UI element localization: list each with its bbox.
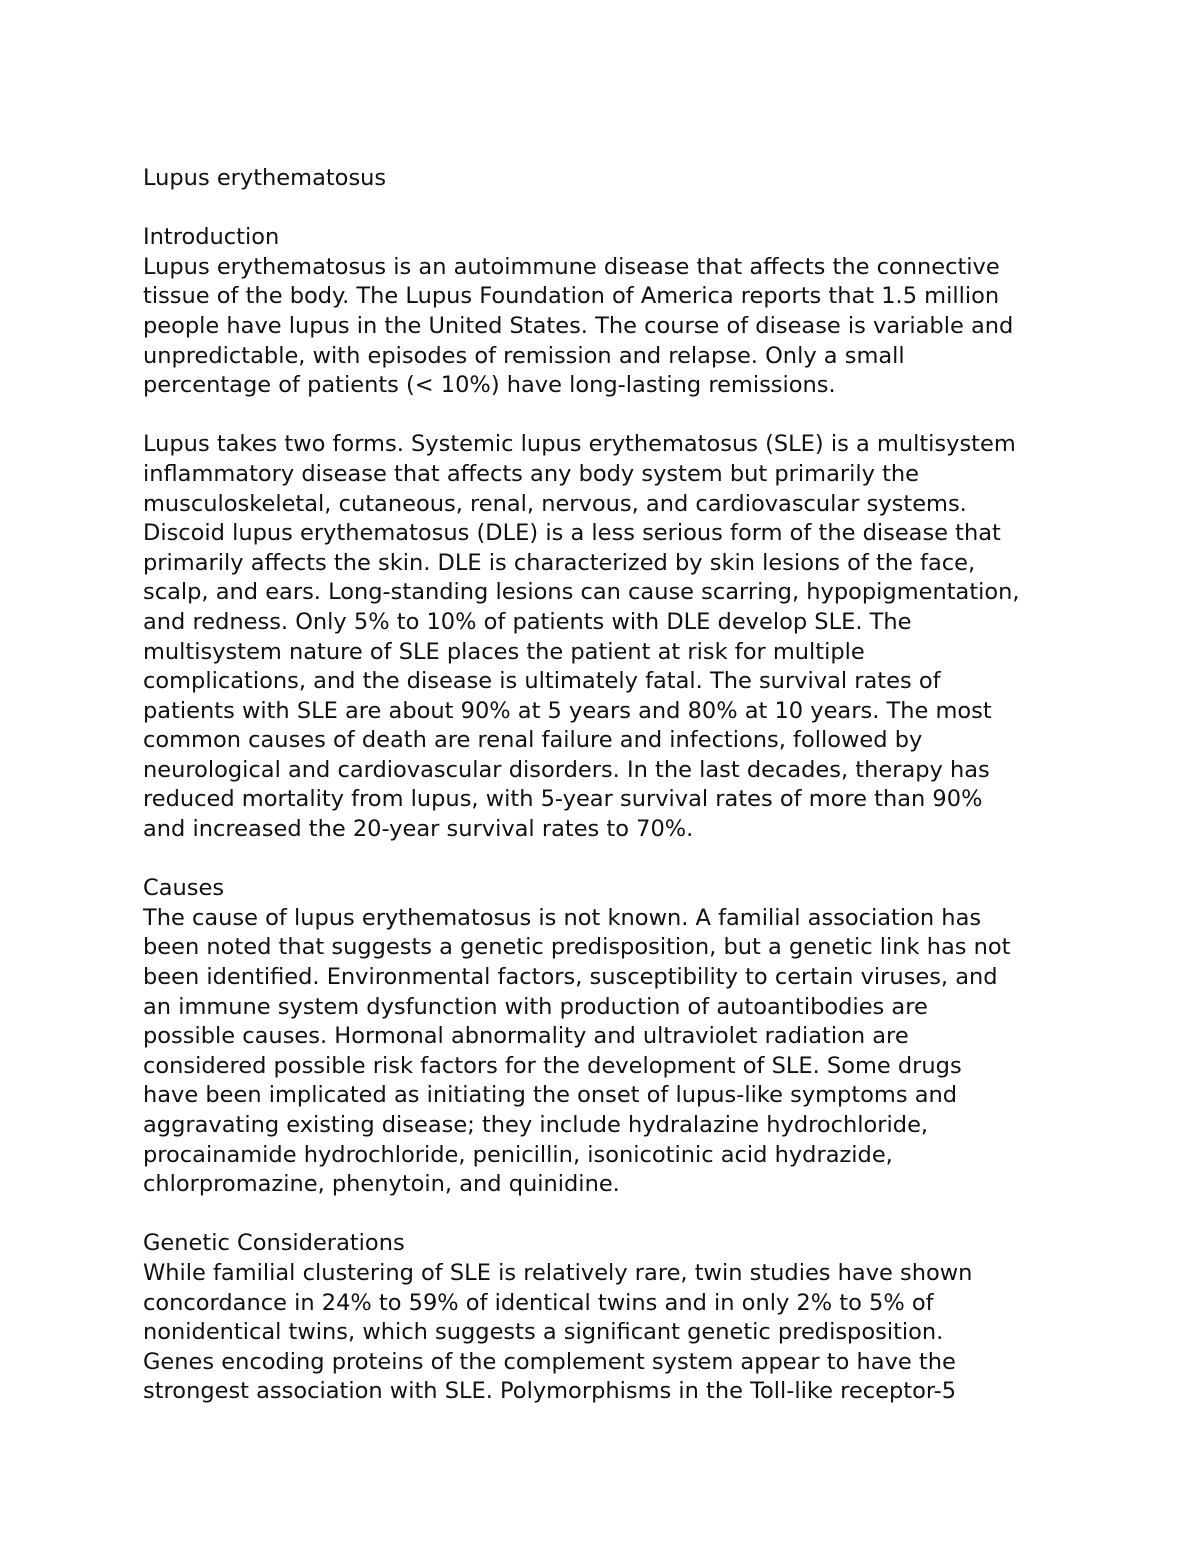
text-line: Genes encoding proteins of the complement system appear to have the [143,1348,956,1375]
paragraph [143,1259,1083,1407]
text-line: percentage of patients (< 10%) have long-lasting remissions. [143,372,836,399]
text-line: been noted that suggests a genetic predisposition, but a genetic link has not [143,934,1011,961]
section-heading: Introduction [143,224,280,251]
blank-line [143,194,1083,224]
section-introduction [143,223,1083,844]
paragraph [143,253,1083,401]
text-line: unpredictable, with episodes of remission and relapse. Only a small [143,342,905,369]
text-line: Lupus takes two forms. Systemic lupus erythematosus (SLE) is a multisystem [143,431,1016,458]
text-line: complications, and the disease is ultimately fatal. The survival rates of [143,668,941,695]
section-heading: Genetic Considerations [143,1230,405,1257]
text-line: possible causes. Hormonal abnormality and ultraviolet radiation are [143,1023,909,1050]
text-line: and redness. Only 5% to 10% of patients with DLE develop SLE. The [143,608,912,635]
blank-line [143,845,1083,875]
section-causes [143,874,1083,1200]
text-line: Lupus erythematosus is an autoimmune disease that affects the connective [143,253,1000,280]
text-line: chlorpromazine, phenytoin, and quinidine. [143,1171,620,1198]
text-line: aggravating existing disease; they include hydralazine hydrochloride, [143,1112,929,1138]
document-body [143,164,1083,1407]
text-line: strongest association with SLE. Polymorphisms in the Toll-like receptor-5 [143,1378,957,1405]
text-line: patients with SLE are about 90% at 5 years and 80% at 10 years. The most [143,697,992,724]
text-line: inflammatory disease that affects any body system but primarily the [143,460,920,487]
text-line: procainamide hydrochloride, penicillin, isonicotinic acid hydrazide, [143,1141,893,1168]
blank-line [143,1200,1083,1230]
text-line: Discoid lupus erythematosus (DLE) is a less serious form of the disease that [143,520,1001,547]
text-line: nonidentical twins, which suggests a significant genetic predisposition. [143,1319,944,1346]
paragraph [143,904,1083,1200]
text-line: scalp, and ears. Long-standing lesions can cause scarring, hypopigmentation, [143,579,1020,606]
text-line: tissue of the body. The Lupus Foundation of America reports that 1.5 million [143,283,1000,310]
text-line: multisystem nature of SLE places the patient at risk for multiple [143,638,865,665]
text-line: considered possible risk factors for the development of SLE. Some drugs [143,1052,962,1079]
text-line: an immune system dysfunction with production of autoantibodies are [143,993,928,1020]
text-line: and increased the 20-year survival rates to 70%. [143,816,694,843]
text-line: people have lupus in the United States. The course of disease is variable and [143,312,1014,339]
text-line: been identified. Environmental factors, susceptibility to certain viruses, and [143,964,998,991]
text-line: While familial clustering of SLE is relatively rare, twin studies have shown [143,1259,973,1286]
section-genetic-considerations [143,1229,1083,1407]
text-line: neurological and cardiovascular disorders. In the last decades, therapy has [143,756,990,783]
text-line: musculoskeletal, cutaneous, renal, nervous, and cardiovascular systems. [143,490,967,517]
text-line: primarily affects the skin. DLE is characterized by skin lesions of the face, [143,549,976,576]
document-title: Lupus erythematosus [143,165,387,191]
text-line: reduced mortality from lupus, with 5-year survival rates of more than 90% [143,786,983,813]
text-line: concordance in 24% to 59% of identical twins and in only 2% to 5% of [143,1289,934,1316]
text-line: common causes of death are renal failure and infections, followed by [143,727,923,754]
text-line: have been implicated as initiating the onset of lupus-like symptoms and [143,1082,958,1109]
paragraph [143,430,1083,844]
text-line: The cause of lupus erythematosus is not known. A familial association has [143,904,982,931]
blank-line [143,401,1083,431]
section-heading: Causes [143,875,225,902]
